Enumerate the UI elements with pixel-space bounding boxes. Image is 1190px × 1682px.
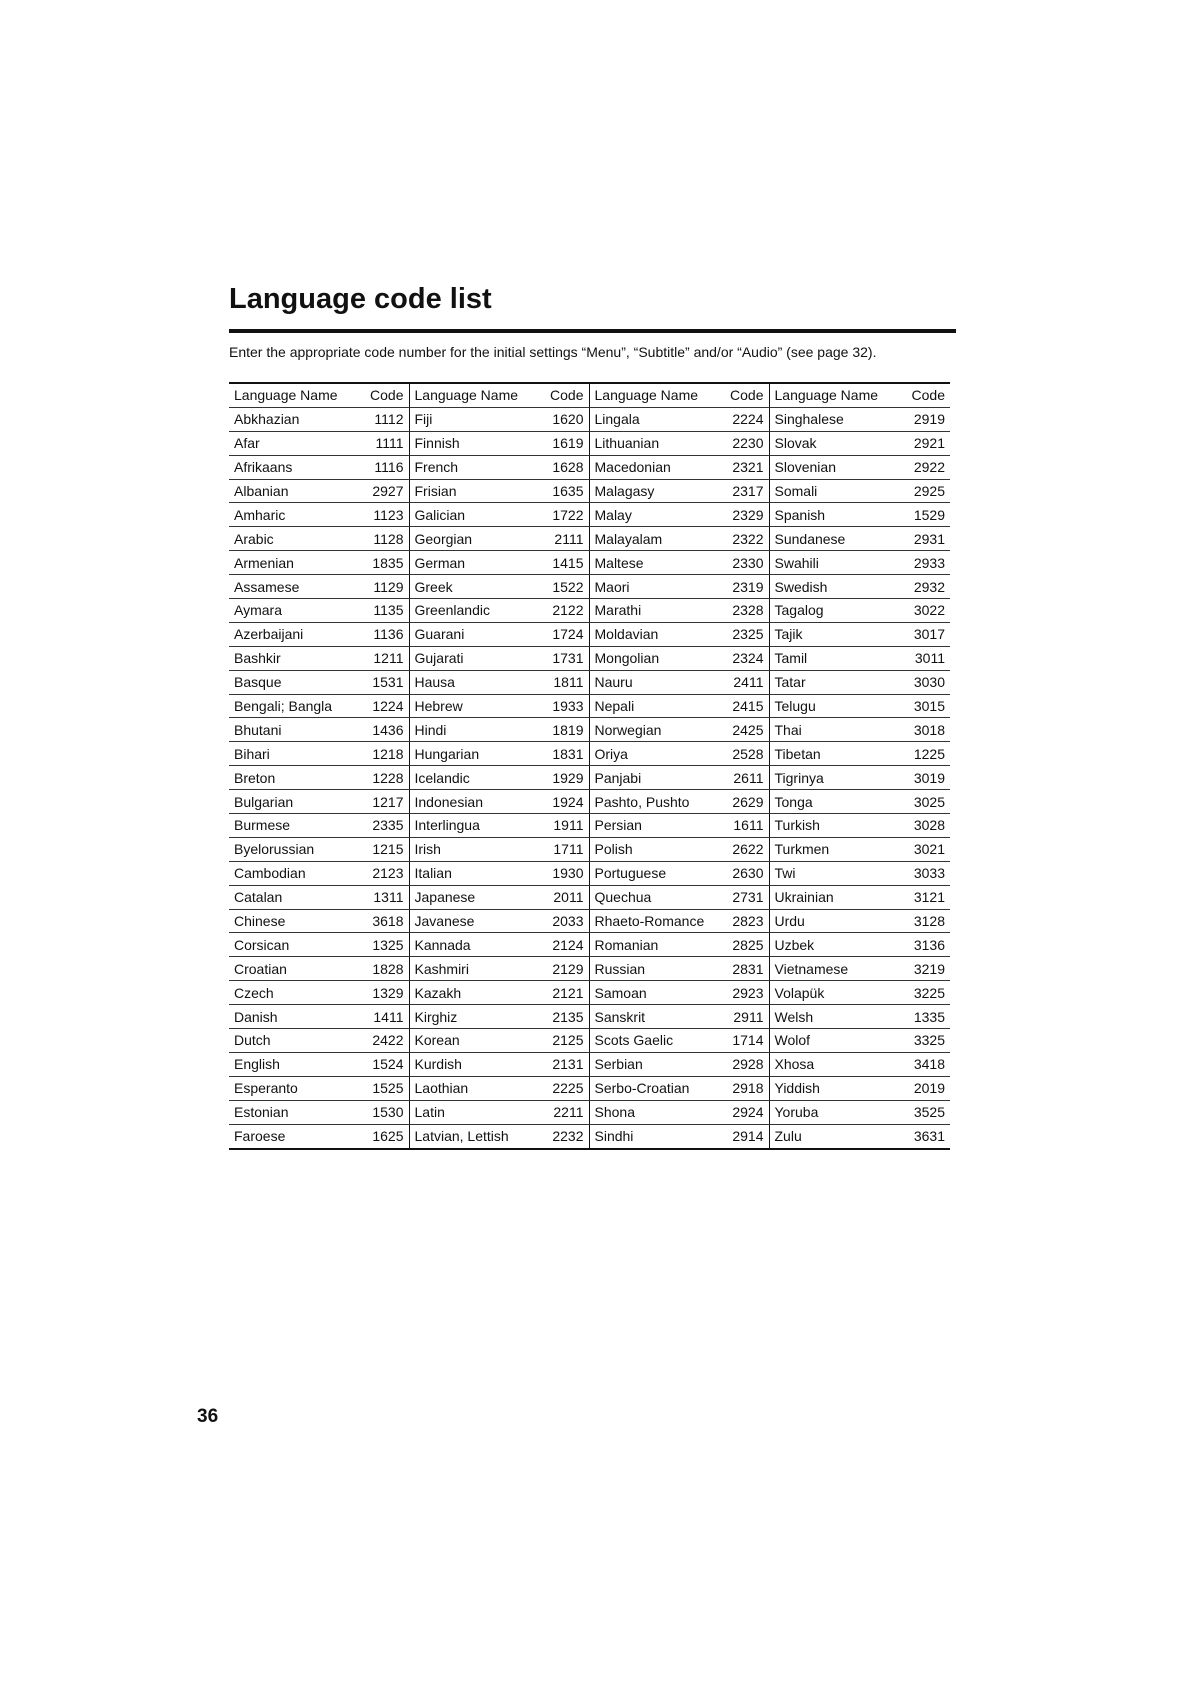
language-name-cell: Georgian	[409, 527, 541, 551]
language-code-cell: 2823	[721, 909, 769, 933]
language-name-cell: Marathi	[589, 599, 721, 623]
table-row	[229, 718, 950, 742]
language-name-cell: Lingala	[589, 407, 721, 431]
language-name-cell: Slovenian	[769, 455, 901, 479]
language-name-cell: Macedonian	[589, 455, 721, 479]
language-name-cell: Cambodian	[229, 861, 361, 885]
header-language-name: Language Name	[409, 383, 541, 407]
language-code-cell: 3128	[901, 909, 950, 933]
language-code-cell: 1524	[361, 1052, 409, 1076]
language-name-cell: Bengali; Bangla	[229, 694, 361, 718]
language-name-cell: Serbian	[589, 1052, 721, 1076]
language-code-cell: 3015	[901, 694, 950, 718]
language-name-cell: Chinese	[229, 909, 361, 933]
language-code-table	[229, 382, 950, 1150]
language-code-cell: 1225	[901, 742, 950, 766]
table-row	[229, 790, 950, 814]
language-code-cell: 2923	[721, 981, 769, 1005]
language-code-cell: 2321	[721, 455, 769, 479]
language-name-cell: Yoruba	[769, 1100, 901, 1124]
language-name-cell: Kurdish	[409, 1052, 541, 1076]
language-code-cell: 2831	[721, 957, 769, 981]
language-name-cell: Abkhazian	[229, 407, 361, 431]
language-code-cell: 2232	[541, 1124, 589, 1148]
page-title: Language code list	[229, 283, 492, 315]
language-name-cell: Basque	[229, 670, 361, 694]
language-code-cell: 1129	[361, 575, 409, 599]
language-name-cell: Portuguese	[589, 861, 721, 885]
language-name-cell: Lithuanian	[589, 431, 721, 455]
language-name-cell: Kannada	[409, 933, 541, 957]
table-row	[229, 861, 950, 885]
language-name-cell: Samoan	[589, 981, 721, 1005]
language-name-cell: Tigrinya	[769, 766, 901, 790]
language-code-cell: 1714	[721, 1029, 769, 1053]
language-code-cell: 2011	[541, 885, 589, 909]
language-name-cell: Shona	[589, 1100, 721, 1124]
language-code-cell: 1411	[361, 1005, 409, 1029]
language-code-cell: 1335	[901, 1005, 950, 1029]
language-name-cell: Turkish	[769, 814, 901, 838]
language-code-cell: 3418	[901, 1052, 950, 1076]
language-name-cell: Afrikaans	[229, 455, 361, 479]
language-name-cell: Vietnamese	[769, 957, 901, 981]
language-code-cell: 1529	[901, 503, 950, 527]
language-name-cell: Polish	[589, 837, 721, 861]
language-name-cell: Sundanese	[769, 527, 901, 551]
language-name-cell: Laothian	[409, 1076, 541, 1100]
language-name-cell: Korean	[409, 1029, 541, 1053]
table-row	[229, 1100, 950, 1124]
language-code-cell: 3028	[901, 814, 950, 838]
language-code-cell: 3025	[901, 790, 950, 814]
language-code-cell: 2927	[361, 479, 409, 503]
language-code-cell: 2731	[721, 885, 769, 909]
table-row	[229, 551, 950, 575]
language-name-cell: Assamese	[229, 575, 361, 599]
table-row	[229, 981, 950, 1005]
language-code-cell: 3136	[901, 933, 950, 957]
language-name-cell: Czech	[229, 981, 361, 1005]
language-code-cell: 2622	[721, 837, 769, 861]
language-code-cell: 1436	[361, 718, 409, 742]
language-name-cell: Swedish	[769, 575, 901, 599]
language-code-cell: 2611	[721, 766, 769, 790]
table-row	[229, 527, 950, 551]
language-name-cell: Tagalog	[769, 599, 901, 623]
language-name-cell: Twi	[769, 861, 901, 885]
language-name-cell: Faroese	[229, 1124, 361, 1148]
language-code-cell: 3525	[901, 1100, 950, 1124]
title-rule	[229, 329, 956, 333]
language-code-cell: 1128	[361, 527, 409, 551]
language-name-cell: Galician	[409, 503, 541, 527]
language-code-cell: 2129	[541, 957, 589, 981]
table-row	[229, 503, 950, 527]
language-name-cell: Bihari	[229, 742, 361, 766]
language-name-cell: Sindhi	[589, 1124, 721, 1148]
language-code-cell: 1530	[361, 1100, 409, 1124]
table-row	[229, 670, 950, 694]
language-code-cell: 2911	[721, 1005, 769, 1029]
language-code-cell: 1136	[361, 622, 409, 646]
language-code-cell: 2411	[721, 670, 769, 694]
language-name-cell: Telugu	[769, 694, 901, 718]
language-name-cell: Catalan	[229, 885, 361, 909]
language-code-cell: 1218	[361, 742, 409, 766]
language-code-cell: 2825	[721, 933, 769, 957]
language-code-cell: 2121	[541, 981, 589, 1005]
language-code-cell: 2328	[721, 599, 769, 623]
language-name-cell: Kashmiri	[409, 957, 541, 981]
table-row	[229, 957, 950, 981]
table-row	[229, 431, 950, 455]
language-code-cell: 2211	[541, 1100, 589, 1124]
table-row	[229, 742, 950, 766]
language-code-cell: 1933	[541, 694, 589, 718]
language-name-cell: Byelorussian	[229, 837, 361, 861]
language-code-cell: 2422	[361, 1029, 409, 1053]
header-code: Code	[541, 383, 589, 407]
language-name-cell: Panjabi	[589, 766, 721, 790]
table-row	[229, 622, 950, 646]
language-name-cell: Javanese	[409, 909, 541, 933]
language-name-cell: Guarani	[409, 622, 541, 646]
language-name-cell: Moldavian	[589, 622, 721, 646]
language-code-cell: 2924	[721, 1100, 769, 1124]
table-header-row	[229, 383, 950, 407]
table-row	[229, 479, 950, 503]
language-code-cell: 3631	[901, 1124, 950, 1148]
language-code-cell: 2019	[901, 1076, 950, 1100]
language-code-cell: 2630	[721, 861, 769, 885]
table-row	[229, 885, 950, 909]
table-row	[229, 1052, 950, 1076]
language-code-cell: 2322	[721, 527, 769, 551]
language-name-cell: Persian	[589, 814, 721, 838]
page-number: 36	[197, 1406, 219, 1427]
language-code-cell: 3017	[901, 622, 950, 646]
language-name-cell: Yiddish	[769, 1076, 901, 1100]
language-name-cell: Tatar	[769, 670, 901, 694]
language-code-cell: 3033	[901, 861, 950, 885]
language-code-cell: 1924	[541, 790, 589, 814]
language-name-cell: Volapük	[769, 981, 901, 1005]
language-name-cell: Kazakh	[409, 981, 541, 1005]
language-name-cell: Kirghiz	[409, 1005, 541, 1029]
language-code-cell: 1525	[361, 1076, 409, 1100]
table-row	[229, 814, 950, 838]
language-code-cell: 1112	[361, 407, 409, 431]
language-code-cell: 1228	[361, 766, 409, 790]
language-code-cell: 1619	[541, 431, 589, 455]
language-name-cell: Afar	[229, 431, 361, 455]
language-name-cell: Interlingua	[409, 814, 541, 838]
language-name-cell: Tajik	[769, 622, 901, 646]
language-code-cell: 3219	[901, 957, 950, 981]
language-name-cell: Latin	[409, 1100, 541, 1124]
table-row	[229, 694, 950, 718]
language-name-cell: Maltese	[589, 551, 721, 575]
language-code-cell: 2914	[721, 1124, 769, 1148]
language-code-cell: 1224	[361, 694, 409, 718]
language-code-cell: 1930	[541, 861, 589, 885]
language-name-cell: Wolof	[769, 1029, 901, 1053]
language-code-cell: 1811	[541, 670, 589, 694]
table-row	[229, 455, 950, 479]
language-name-cell: Italian	[409, 861, 541, 885]
language-name-cell: Quechua	[589, 885, 721, 909]
language-code-cell: 2931	[901, 527, 950, 551]
language-code-cell: 2329	[721, 503, 769, 527]
language-name-cell: Romanian	[589, 933, 721, 957]
language-code-cell: 3021	[901, 837, 950, 861]
language-code-cell: 1828	[361, 957, 409, 981]
language-name-cell: Norwegian	[589, 718, 721, 742]
language-name-cell: Arabic	[229, 527, 361, 551]
language-name-cell: Malayalam	[589, 527, 721, 551]
language-name-cell: Bulgarian	[229, 790, 361, 814]
language-code-cell: 2629	[721, 790, 769, 814]
language-code-cell: 1724	[541, 622, 589, 646]
language-code-cell: 2528	[721, 742, 769, 766]
table-row	[229, 1005, 950, 1029]
language-name-cell: Welsh	[769, 1005, 901, 1029]
language-name-cell: Pashto, Pushto	[589, 790, 721, 814]
language-name-cell: Serbo-Croatian	[589, 1076, 721, 1100]
language-name-cell: Hebrew	[409, 694, 541, 718]
language-name-cell: Estonian	[229, 1100, 361, 1124]
language-name-cell: Uzbek	[769, 933, 901, 957]
table-body	[229, 407, 950, 1148]
language-code-cell: 2415	[721, 694, 769, 718]
language-code-cell: 1831	[541, 742, 589, 766]
language-code-cell: 1929	[541, 766, 589, 790]
language-name-cell: Sanskrit	[589, 1005, 721, 1029]
header-code: Code	[361, 383, 409, 407]
language-code-cell: 2124	[541, 933, 589, 957]
language-code-cell: 2123	[361, 861, 409, 885]
language-code-cell: 3030	[901, 670, 950, 694]
language-code-cell: 2921	[901, 431, 950, 455]
language-name-cell: Frisian	[409, 479, 541, 503]
language-name-cell: Tibetan	[769, 742, 901, 766]
language-name-cell: Tamil	[769, 646, 901, 670]
language-code-cell: 1135	[361, 599, 409, 623]
language-name-cell: Thai	[769, 718, 901, 742]
language-name-cell: Japanese	[409, 885, 541, 909]
language-code-cell: 3022	[901, 599, 950, 623]
table-row	[229, 1076, 950, 1100]
language-name-cell: Fiji	[409, 407, 541, 431]
language-code-cell: 1711	[541, 837, 589, 861]
language-code-cell: 1415	[541, 551, 589, 575]
language-name-cell: Spanish	[769, 503, 901, 527]
language-name-cell: Indonesian	[409, 790, 541, 814]
language-code-cell: 3618	[361, 909, 409, 933]
language-code-cell: 2335	[361, 814, 409, 838]
language-code-cell: 2324	[721, 646, 769, 670]
language-code-cell: 1611	[721, 814, 769, 838]
table-row	[229, 933, 950, 957]
language-code-cell: 2932	[901, 575, 950, 599]
language-code-cell: 1531	[361, 670, 409, 694]
language-name-cell: Nepali	[589, 694, 721, 718]
language-code-cell: 3225	[901, 981, 950, 1005]
language-name-cell: Albanian	[229, 479, 361, 503]
table-row	[229, 909, 950, 933]
language-code-cell: 2225	[541, 1076, 589, 1100]
language-code-cell: 1635	[541, 479, 589, 503]
table-row	[229, 407, 950, 431]
language-name-cell: Aymara	[229, 599, 361, 623]
language-code-cell: 2125	[541, 1029, 589, 1053]
language-name-cell: Corsican	[229, 933, 361, 957]
language-code-cell: 1111	[361, 431, 409, 455]
language-name-cell: German	[409, 551, 541, 575]
language-code-cell: 2135	[541, 1005, 589, 1029]
language-code-cell: 1522	[541, 575, 589, 599]
language-code-cell: 1731	[541, 646, 589, 670]
language-name-cell: Scots Gaelic	[589, 1029, 721, 1053]
language-name-cell: Latvian, Lettish	[409, 1124, 541, 1148]
language-code-cell: 2330	[721, 551, 769, 575]
language-name-cell: Bhutani	[229, 718, 361, 742]
language-name-cell: Breton	[229, 766, 361, 790]
table-row	[229, 575, 950, 599]
language-name-cell: Hausa	[409, 670, 541, 694]
language-code-cell: 1311	[361, 885, 409, 909]
language-name-cell: Icelandic	[409, 766, 541, 790]
language-name-cell: Hungarian	[409, 742, 541, 766]
language-code-cell: 2922	[901, 455, 950, 479]
language-name-cell: Irish	[409, 837, 541, 861]
language-code-cell: 1329	[361, 981, 409, 1005]
table-row	[229, 766, 950, 790]
language-name-cell: Nauru	[589, 670, 721, 694]
language-name-cell: Russian	[589, 957, 721, 981]
language-code-cell: 2224	[721, 407, 769, 431]
language-name-cell: Urdu	[769, 909, 901, 933]
language-code-cell: 2918	[721, 1076, 769, 1100]
language-code-cell: 1123	[361, 503, 409, 527]
language-name-cell: Rhaeto-Romance	[589, 909, 721, 933]
language-name-cell: Malagasy	[589, 479, 721, 503]
language-name-cell: Turkmen	[769, 837, 901, 861]
header-language-name: Language Name	[769, 383, 901, 407]
language-code-cell: 1211	[361, 646, 409, 670]
language-code-cell: 3018	[901, 718, 950, 742]
language-name-cell: Tonga	[769, 790, 901, 814]
language-name-cell: Zulu	[769, 1124, 901, 1148]
language-code-cell: 2111	[541, 527, 589, 551]
header-language-name: Language Name	[589, 383, 721, 407]
language-name-cell: Dutch	[229, 1029, 361, 1053]
language-name-cell: Esperanto	[229, 1076, 361, 1100]
language-name-cell: Armenian	[229, 551, 361, 575]
language-name-cell: Singhalese	[769, 407, 901, 431]
language-code-cell: 2131	[541, 1052, 589, 1076]
language-name-cell: Swahili	[769, 551, 901, 575]
language-code-cell: 1325	[361, 933, 409, 957]
language-code-cell: 3121	[901, 885, 950, 909]
language-code-cell: 1625	[361, 1124, 409, 1148]
language-code-cell: 1215	[361, 837, 409, 861]
language-code-cell: 1620	[541, 407, 589, 431]
language-code-cell: 1835	[361, 551, 409, 575]
table-row	[229, 1124, 950, 1148]
header-code: Code	[901, 383, 950, 407]
language-name-cell: Amharic	[229, 503, 361, 527]
language-code-cell: 2317	[721, 479, 769, 503]
intro-text: Enter the appropriate code number for the initial settings “Menu”, “Subtitle” and/or “Audio” (see page 32).	[229, 344, 877, 360]
language-name-cell: Oriya	[589, 742, 721, 766]
language-name-cell: Xhosa	[769, 1052, 901, 1076]
language-name-cell: Maori	[589, 575, 721, 599]
language-code-cell: 1217	[361, 790, 409, 814]
language-code-cell: 2425	[721, 718, 769, 742]
language-code-cell: 2122	[541, 599, 589, 623]
language-name-cell: Greek	[409, 575, 541, 599]
language-code-cell: 2319	[721, 575, 769, 599]
language-name-cell: Mongolian	[589, 646, 721, 670]
language-name-cell: Somali	[769, 479, 901, 503]
language-name-cell: Azerbaijani	[229, 622, 361, 646]
language-name-cell: Slovak	[769, 431, 901, 455]
language-name-cell: Danish	[229, 1005, 361, 1029]
language-code-cell: 1722	[541, 503, 589, 527]
language-name-cell: Burmese	[229, 814, 361, 838]
table-row	[229, 837, 950, 861]
header-code: Code	[721, 383, 769, 407]
language-code-cell: 2933	[901, 551, 950, 575]
language-name-cell: Gujarati	[409, 646, 541, 670]
language-code-cell: 2325	[721, 622, 769, 646]
language-code-cell: 1116	[361, 455, 409, 479]
language-code-cell: 1819	[541, 718, 589, 742]
language-code-cell: 1911	[541, 814, 589, 838]
table-row	[229, 599, 950, 623]
language-name-cell: Malay	[589, 503, 721, 527]
language-name-cell: Hindi	[409, 718, 541, 742]
language-name-cell: French	[409, 455, 541, 479]
language-code-cell: 3019	[901, 766, 950, 790]
language-code-cell: 2919	[901, 407, 950, 431]
language-code-cell: 2230	[721, 431, 769, 455]
language-name-cell: Ukrainian	[769, 885, 901, 909]
table-row	[229, 646, 950, 670]
language-code-cell: 1628	[541, 455, 589, 479]
language-code-cell: 3325	[901, 1029, 950, 1053]
language-name-cell: Finnish	[409, 431, 541, 455]
language-name-cell: Bashkir	[229, 646, 361, 670]
language-code-cell: 2925	[901, 479, 950, 503]
language-name-cell: Greenlandic	[409, 599, 541, 623]
table-row	[229, 1029, 950, 1053]
language-code-cell: 3011	[901, 646, 950, 670]
language-code-cell: 2928	[721, 1052, 769, 1076]
language-name-cell: Croatian	[229, 957, 361, 981]
header-language-name: Language Name	[229, 383, 361, 407]
language-code-cell: 2033	[541, 909, 589, 933]
language-name-cell: English	[229, 1052, 361, 1076]
